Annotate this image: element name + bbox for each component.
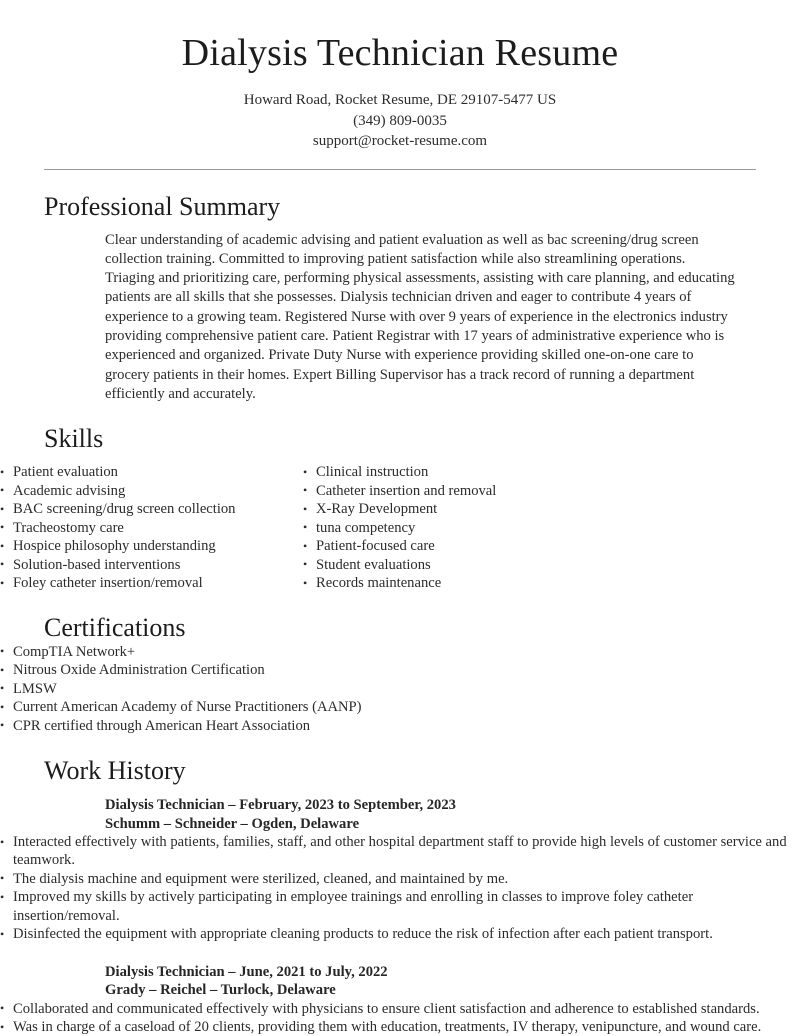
job-bullets — [0, 1000, 800, 1036]
certifications-list — [0, 643, 800, 735]
list-item: • Patient evaluation — [0, 463, 303, 481]
list-item: • Patient-focused care — [303, 537, 603, 555]
job-bullets — [0, 833, 800, 943]
section-certifications — [0, 593, 800, 735]
skills-columns — [0, 463, 800, 592]
section-heading-certifications: Certifications — [44, 612, 186, 642]
list-item: • The dialysis machine and equipment were sterilized, cleaned, and maintained by me. — [0, 870, 800, 888]
contact-phone: (349) 809-0035 — [353, 112, 447, 129]
job-title-line: Dialysis Technician – February, 2023 to September, 2023 — [105, 796, 456, 813]
list-item: • Interacted effectively with patients, families, staff, and other hospital department staff to provide high levels of customer service and teamwork. — [0, 833, 800, 870]
list-item: • tuna competency — [303, 519, 603, 537]
work-history-entry — [0, 963, 800, 1036]
list-item: • Improved my skills by actively participating in employee trainings and enrolling in classes to improve foley catheter insertion/removal. — [0, 888, 800, 925]
section-heading-skills: Skills — [44, 424, 104, 454]
contact-email: support@rocket-resume.com — [312, 133, 488, 149]
list-item: • Records maintenance — [303, 574, 603, 592]
list-item: • X-Ray Development — [303, 500, 603, 518]
list-item: • Disinfected the equipment with appropriate cleaning products to reduce the risk of infection after each patient transport. — [0, 925, 800, 943]
list-item: • Nitrous Oxide Administration Certification — [0, 661, 800, 679]
page-title: Dialysis Technician Resume — [181, 32, 619, 74]
section-professional-summary — [0, 170, 800, 405]
professional-summary-text: Clear understanding of academic advising and patient evaluation as well as bac screening/drug screen collection training. Committed to improving patient satisfaction while also streamlining operations. Triaging and prioritizing care, performing physical assessments, assisting with care planning, and educating patients are all skills that she possesses. Dialysis technician driven and eager to contribute 4 years of experience to a growing team. Registered Nurse with over 9 years of experience in the electronics industry providing comprehensive patient care. Patient Registrar with 17 years of administrative experience who is experienced and organized. Private Duty Nurse with experience providing skilled one-on-one care to grocery patients in their homes. Expert Billing Supervisor has a track record of running a department efficiently and accurately. — [105, 231, 735, 402]
list-item: • CPR certified through American Heart Association — [0, 717, 800, 735]
list-item: • Collaborated and communicated effectively with physicians to ensure client satisfaction and adherence to established standards. — [0, 1000, 800, 1018]
list-item: • Clinical instruction — [303, 463, 603, 481]
skills-list-left — [0, 463, 303, 592]
list-item: • BAC screening/drug screen collection — [0, 500, 303, 518]
work-history-entry — [0, 796, 800, 944]
list-item: • Was in charge of a caseload of 20 clients, providing them with education, treatments, IV therapy, venipuncture, and wound care. — [0, 1018, 800, 1036]
section-heading-work-history: Work History — [44, 755, 186, 785]
contact-info — [0, 90, 800, 152]
job-title-line: Dialysis Technician – June, 2021 to July, 2022 — [105, 963, 388, 980]
list-item: • LMSW — [0, 680, 800, 698]
list-item: • Solution-based interventions — [0, 556, 303, 574]
list-item: • Current American Academy of Nurse Practitioners (AANP) — [0, 698, 800, 716]
list-item: • Foley catheter insertion/removal — [0, 574, 303, 592]
job-company-line: Schumm – Schneider – Ogden, Delaware — [105, 815, 360, 832]
list-item: • Academic advising — [0, 482, 303, 500]
section-work-history — [0, 735, 800, 1036]
list-item: • Student evaluations — [303, 556, 603, 574]
list-item: • Tracheostomy care — [0, 519, 303, 537]
section-skills — [0, 404, 800, 592]
skills-list-right — [303, 463, 603, 592]
list-item: • Hospice philosophy understanding — [0, 537, 303, 555]
section-heading-professional-summary: Professional Summary — [44, 191, 281, 221]
resume-header — [0, 0, 800, 152]
job-company-line: Grady – Reichel – Turlock, Delaware — [105, 982, 336, 999]
list-item: • CompTIA Network+ — [0, 643, 800, 661]
contact-address: Howard Road, Rocket Resume, DE 29107-5477 US — [243, 92, 557, 108]
list-item: • Catheter insertion and removal — [303, 482, 603, 500]
